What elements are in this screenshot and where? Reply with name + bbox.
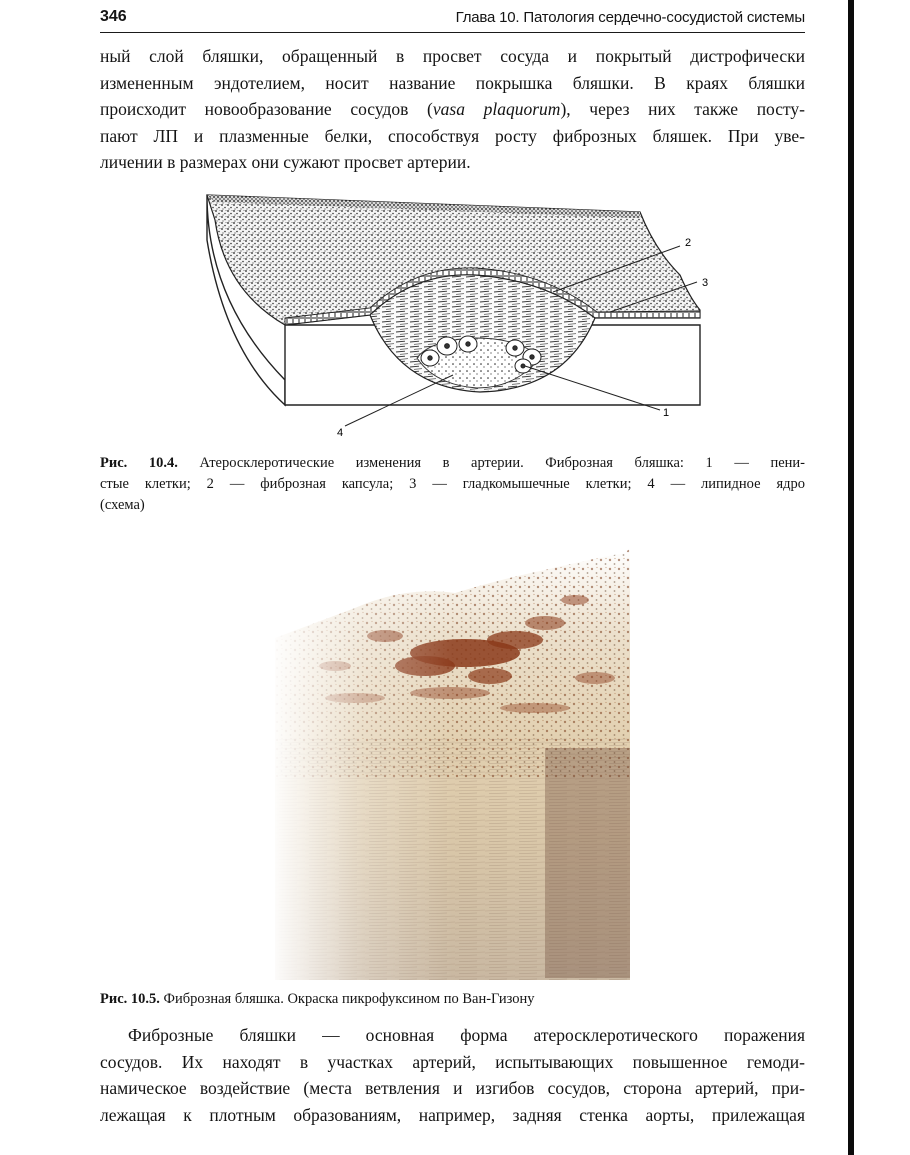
text-line: Фиброзные бляшки — основная форма атеросклеротического поражения [128, 1025, 805, 1045]
caption-text: Атеросклеротические изменения в артерии. Фиброзная бляшка: 1 — пени- [199, 455, 805, 471]
page-number: 346 [100, 8, 127, 25]
figure-10-4-caption [100, 453, 805, 516]
label-1: 1 [663, 407, 670, 419]
caption-label: Рис. 10.4. [100, 455, 178, 471]
caption-text: (схема) [100, 497, 145, 513]
caption-label: Рис. 10.5. [100, 991, 160, 1007]
body-paragraph-bottom [100, 1022, 805, 1128]
text-line: намическое воздействие (места ветвления и изгибов сосудов, сторона артерий, при- [100, 1078, 805, 1098]
edge-fade [275, 548, 630, 980]
figure-10-5-micrograph [275, 548, 630, 980]
text-line: лежащая к плотным образованиям, например, задняя стенка аорты, прилежащая [100, 1104, 805, 1125]
body-paragraph-top [100, 43, 805, 176]
label-2: 2 [685, 237, 692, 249]
caption-text: стые клетки; 2 — фиброзная капсула; 3 — гладкомышечные клетки; 4 — липидное ядро [100, 476, 805, 492]
running-header [100, 8, 805, 33]
figure-10-5-caption [100, 989, 805, 1010]
label-4: 4 [337, 427, 344, 439]
text-line: измененным эндотелием, носит название покрышка бляшки. В краях бляшки [100, 72, 805, 93]
text-line: пают ЛП и плазменные белки, способствуя росту фиброзных бляшек. При уве- [100, 125, 805, 146]
figure-10-4-diagram [185, 180, 725, 445]
text-line: ный слой бляшки, обращенный в просвет сосуда и покрытый дистрофически [100, 46, 805, 66]
page-edge-rule [848, 0, 854, 1155]
text-line: происходит новообразование сосудов (vasa plaquorum), через них также посту- [100, 99, 806, 119]
text-line: личении в размерах они сужают просвет артерии. [100, 152, 471, 172]
label-3: 3 [702, 277, 709, 289]
chapter-title: Глава 10. Патология сердечно-сосудистой системы [455, 9, 805, 26]
text-line: сосудов. Их находят в участках артерий, испытывающих повышенное гемоди- [100, 1051, 805, 1072]
caption-text: Фиброзная бляшка. Окраска пикрофуксином по Ван-Гизону [163, 991, 535, 1007]
